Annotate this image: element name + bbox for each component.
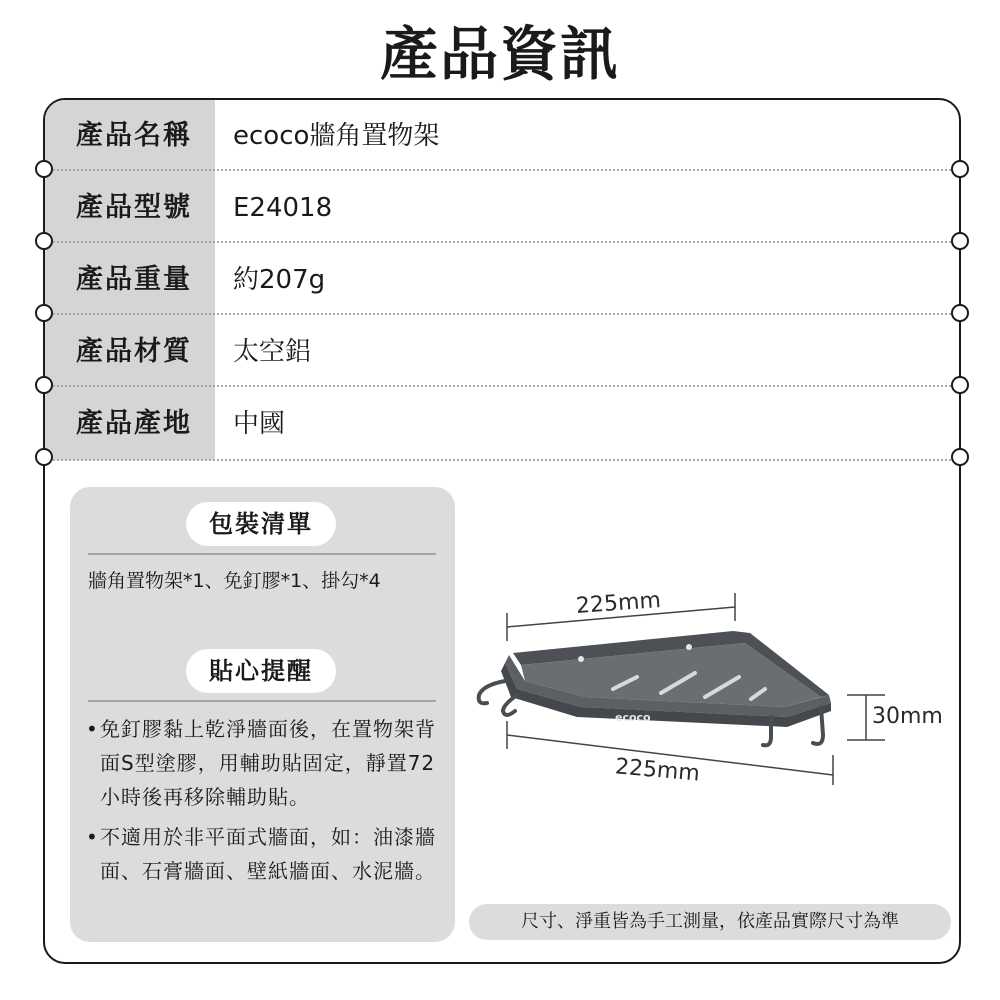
tip-item	[86, 820, 446, 888]
tip-text: 免釘膠黏上乾淨牆面後，在置物架背面S型塗膠，用輔助貼固定，靜置72小時後再移除輔助貼。	[100, 717, 436, 809]
corner-shelf-image	[465, 585, 945, 795]
edge-notch	[951, 376, 969, 394]
panel-rule	[88, 553, 436, 555]
tip-item	[86, 712, 446, 814]
edge-notch	[35, 448, 53, 466]
spec-row-origin	[45, 388, 959, 460]
bullet-icon: •	[86, 717, 98, 741]
row-divider	[45, 385, 959, 387]
edge-notch	[951, 448, 969, 466]
dimension-height-label: 30mm	[872, 704, 943, 729]
spec-value-origin: 中國	[233, 409, 286, 439]
spec-row-material	[45, 316, 959, 388]
measurement-footnote: 尺寸、淨重皆為手工測量，依產品實際尺寸為準	[469, 904, 951, 940]
row-divider	[45, 313, 959, 315]
edge-notch	[35, 160, 53, 178]
edge-notch	[951, 304, 969, 322]
brand-logo: ecoco	[615, 711, 651, 724]
spec-value-name: ecoco牆角置物架	[233, 121, 440, 151]
package-contents: 牆角置物架*1、免釘膠*1、掛勾*4	[88, 570, 381, 592]
dimension-top-label: 225mm	[575, 588, 662, 619]
spec-row-model	[45, 172, 959, 244]
tip-text: 不適用於非平面式牆面，如：油漆牆面、石膏牆面、壁紙牆面、水泥牆。	[100, 825, 436, 883]
row-divider	[45, 241, 959, 243]
dimension-bottom-label: 225mm	[614, 754, 701, 787]
page-title: 產品資訊	[379, 20, 620, 88]
spec-label-weight: 產品重量	[45, 244, 215, 316]
edge-notch	[35, 376, 53, 394]
spec-value-material: 太空鋁	[233, 337, 312, 367]
edge-notch	[35, 304, 53, 322]
spec-label-material: 產品材質	[45, 316, 215, 388]
edge-notch	[951, 232, 969, 250]
edge-notch	[35, 232, 53, 250]
spec-row-name	[45, 100, 959, 172]
spec-label-model: 產品型號	[45, 172, 215, 244]
edge-notch	[951, 160, 969, 178]
row-divider	[45, 459, 959, 461]
spec-value-weight: 約207g	[233, 265, 326, 295]
hook-icon	[503, 695, 517, 715]
tips-title: 貼心提醒	[186, 649, 336, 693]
spec-label-name: 產品名稱	[45, 100, 215, 172]
hook-icon	[479, 681, 505, 703]
spec-row-weight	[45, 244, 959, 316]
spec-label-origin: 產品產地	[45, 388, 215, 460]
bullet-icon: •	[86, 825, 98, 849]
row-divider	[45, 169, 959, 171]
spec-value-model: E24018	[233, 193, 333, 223]
package-title: 包裝清單	[186, 502, 336, 546]
panel-rule	[88, 700, 436, 702]
